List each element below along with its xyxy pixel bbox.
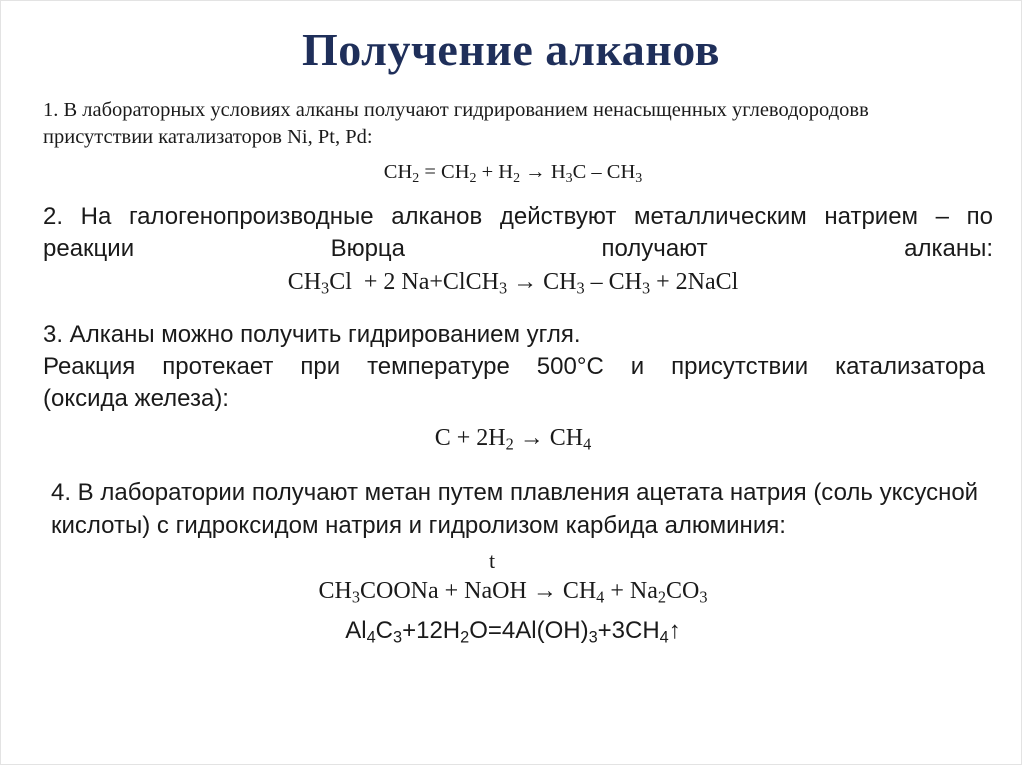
equation-coal-hydrogenation: $C + 2H_2 \to CH_4$ [434,425,592,454]
section-3-line-1: 3. Алканы можно получить гидрированием угля. [43,321,581,348]
section-3 [43,319,985,415]
equation-acetate: $CH_3COONa$ + NaOH → $CH_4 + Na_2CO_3$ [318,578,708,607]
section-1-text: 1. В лабораторных условиях алканы получают гидрированием ненасыщенных углеводородовв присутствии катализаторов Ni, Pt, Pd: [43,99,869,148]
equation-hydrogenation: $CH_2 = CH_2 + H_2 \to H_3C - CH_3$ [383,161,643,186]
equation-carbide: $Al_4C_3+12H_2O=4Al(OH)_3+3CH_4↑$ [345,617,681,647]
equation-wurtz: $CH_3Cl + 2$ Na+ClCH$_3$ → $CH_3 - CH_3$ + 2NaCl [287,269,739,298]
temperature-mark: t [489,548,496,573]
section-3-line-2: Реакция протекает при температуре 500°С и присутствии катализатора [43,353,985,380]
slide-title: Получение алканов [302,24,720,75]
section-4-text: 4. В лаборатории получают метан путем плавления ацетата натрия (соль уксусной кислоты) с гидроксидом натрия и гидролизом карбида алюминия: [51,479,979,539]
section-2-text: 2. На галогенопроизводные алканов действуют металлическим натрием – по реакции Вюрца получают алканы: [43,203,993,262]
section-3-line-3: (оксида железа): [43,385,229,412]
